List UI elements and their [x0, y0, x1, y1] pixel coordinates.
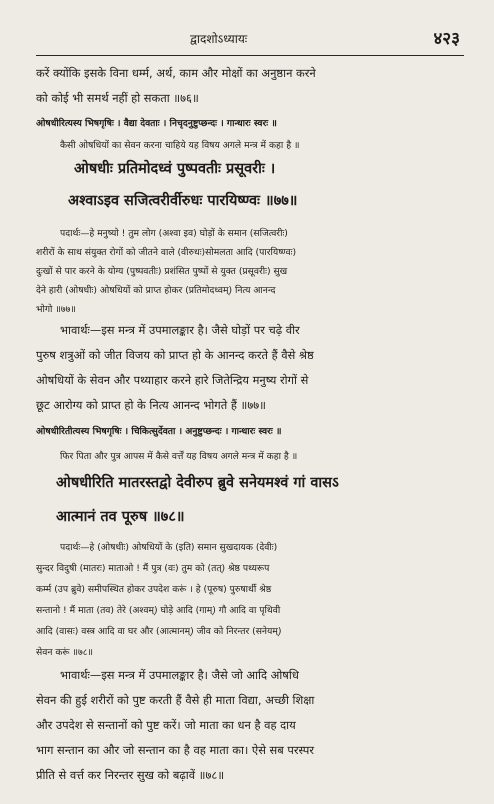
bhavartha-line: भावार्थः—इस मन्त्र में उपमालङ्कार है। जैसे घोड़ों पर चढ़े वीर — [60, 323, 300, 337]
bhavartha-line: प्रीति से वर्त्त कर निरन्तर सुख को बढ़ावें ॥७८॥ — [36, 768, 225, 782]
mantra-metadata: ओषधीरितीत्यस्य भिषगृषिः । चिकित्सुर्देवता । अनुष्टुप्छन्दः । गान्धारः स्वरः ॥ — [36, 426, 282, 437]
bhavartha-line: ओषधियों के सेवन और पथ्याहार करने हारे जितेन्द्रिय मनुष्य रोगों से — [36, 373, 309, 387]
padartha-line: कर्म्म (उप ब्रुवे) समीपस्थित होकर उपदेश करूं । हे (पूरुष) पुरुषार्थी श्रेष्ठ — [36, 584, 272, 595]
padartha-line: पदार्थः—हे मनुष्यो ! तुम लोग (अश्वा इव) घोड़ों के समान (सजित्वरीः) — [60, 228, 288, 239]
bhavartha-line: भावार्थः—इस मन्त्र में उपमालङ्कार है। जैसे जो आदि ओषधि — [60, 668, 299, 682]
text-line: को कोई भी समर्थ नहीं हो सकता ॥७६॥ — [36, 91, 199, 105]
padartha-line: आदि (वासः) वस्त्र आदि वा घर और (आत्मानम्) जीव को निरन्तर (सनेयम्) — [36, 626, 282, 637]
padartha-line: सेवन करूं ॥७८॥ — [36, 647, 94, 658]
header-rule — [36, 55, 464, 56]
padartha-line: सुन्दर विदुषी (मातरः) माताओ ! मैं पुत्र (वः) तुम को (तत्) श्रेष्ठ पथ्यरूप — [36, 563, 270, 574]
padartha-line: पदार्थः—हे (ओषधीः) ओषधियों के (इति) समान सुखदायक (देवीः) — [60, 542, 278, 553]
padartha-line: शरीरों के साथ संयुक्त रोगों को जीतने वाले (वीरुधः)सोमलता आदि (पारयिष्ण्वः) — [36, 247, 297, 258]
page-number: ४२३ — [433, 29, 460, 49]
padartha-line: भोगो ॥७७॥ — [36, 304, 76, 315]
padartha-line: दुःखों से पार करने के योग्य (पुष्पवतीः) प्रशंसित पुष्पों से युक्त (प्रसूवरीः) सुख — [36, 266, 288, 277]
bhavartha-line: भाग सन्तान का और जो सन्तान का है वह माता का। ऐसे सब परस्पर — [36, 743, 315, 757]
running-header — [0, 30, 494, 52]
mantra-line: अश्वाऽइव सजित्वरीर्वीरुधः पारयिष्ण्वः ॥७७॥ — [68, 193, 298, 209]
padartha-line: देने हारी (ओषधीः) ओषधियों को प्राप्त होकर (प्रतिमोदध्वम्) नित्य आनन्द — [36, 285, 276, 296]
mantra-metadata: ओषधीरित्यस्य भिषगृषिः । वैद्या देवताः । निचृदनुष्टुप्छन्दः । गान्धारः स्वरः ॥ — [36, 118, 277, 129]
padartha-line: सन्तानो ! मैं माता (तव) तेरे (अश्वम्) घोड़े आदि (गाम्) गौ आदि वा पृथिवी — [36, 605, 281, 616]
chapter-title: द्वादशोऽध्यायः — [190, 32, 248, 46]
bhavartha-line: सेवन की हुई शरीरों को पुष्ट करती हैं वैसे ही माता विद्या, अच्छी शिक्षा — [36, 693, 315, 707]
text-line: करें क्योंकि इसके विना धर्म्म, अर्थ, काम और मोक्षों का अनुष्ठान करने — [36, 66, 316, 80]
topic-line: कैसी ओषधियों का सेवन करना चाहिये यह विषय अगले मन्त्र में कहा है ॥ — [60, 140, 300, 151]
mantra-line: ओषधीरिति मातरस्तद्वो देवीरुप ब्रुवे सनेयमश्वं गां वासऽ — [56, 475, 339, 491]
bhavartha-line: छूट आरोग्य को प्राप्त हो के नित्य आनन्द भोगते हैं ॥७७॥ — [36, 398, 266, 412]
mantra-line: आत्मानं तव पूरुष ॥७८॥ — [56, 509, 185, 525]
bhavartha-line: और उपदेश से सन्तानों को पुष्ट करें। जो माता का धन है वह दाय — [36, 718, 296, 732]
topic-line: फिर पिता और पुत्र आपस में कैसे वर्त्तें यह विषय अगले मन्त्र में कहा है ॥ — [60, 451, 298, 462]
mantra-line: ओषधीः प्रतिमोदध्वं पुष्पवतीः प्रसूवरीः । — [74, 161, 276, 177]
bhavartha-line: पुरुष शत्रुओं को जीत विजय को प्राप्त हो के आनन्द करते हैं वैसे श्रेष्ठ — [36, 348, 314, 362]
